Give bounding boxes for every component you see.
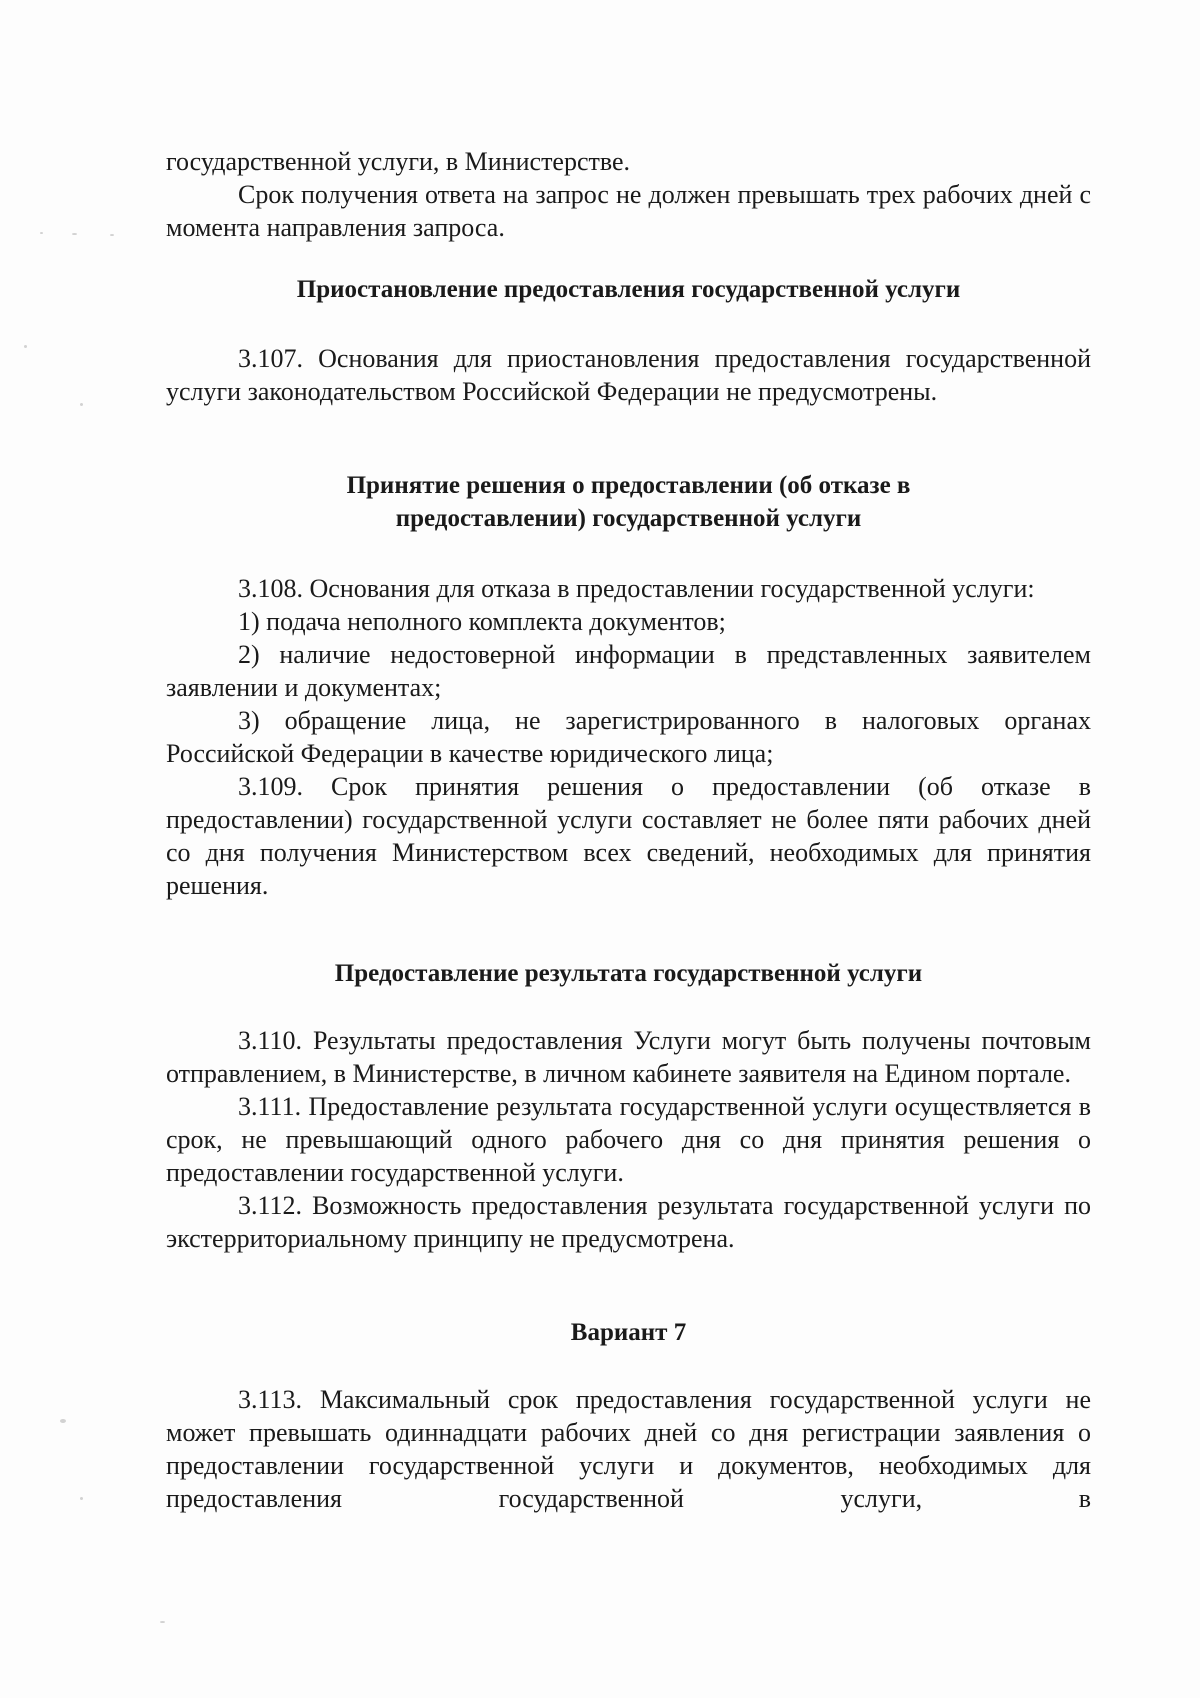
paragraph-3-107: 3.107. Основания для приостановления предоставления государственной услуги законодательством Российской Федерации не предусмотрены.: [166, 344, 1091, 406]
paragraph-3-111: 3.111. Предоставление результата государственной услуги осуществляется в срок, не превышающий одного рабочего дня со дня принятия решения о предоставлении государственной услуги.: [166, 1092, 1091, 1187]
paragraph-3-109: 3.109. Срок принятия решения о предоставлении (об отказе в предоставлении) государственной услуги составляет не более пяти рабочих дней со дня получения Министерством всех сведений, необходимых для принятия решения.: [166, 772, 1091, 900]
scan-speck: [110, 234, 114, 236]
section-heading-suspension: Приостановление предоставления государственной услуги: [296, 276, 961, 303]
paragraph-3-113-block: [166, 1383, 1091, 1515]
paragraph-3-108-block: [166, 572, 1091, 902]
section-heading-decision-line-1: Принятие решения о предоставлении (об отказе в: [346, 472, 911, 499]
paragraph-3-112: 3.112. Возможность предоставления результата государственной услуги по экстерриториальному принципу не предусмотрена.: [166, 1191, 1091, 1253]
scan-speck: [24, 345, 27, 348]
paragraph-3-107-block: [166, 342, 1091, 408]
section-heading-variant-7: Вариант 7: [570, 1319, 687, 1346]
paragraph-3-110: 3.110. Результаты предоставления Услуги могут быть получены почтовым отправлением, в Министерстве, в личном кабинете заявителя на Едином портале.: [166, 1026, 1091, 1088]
result-paragraphs-block: [166, 1024, 1091, 1255]
scan-speck: [40, 232, 43, 234]
list-item-3: 3) обращение лица, не зарегистрированного в налоговых органах Российской Федерации в качестве юридического лица;: [166, 706, 1091, 768]
paragraph-3-108: 3.108. Основания для отказа в предоставлении государственной услуги:: [238, 574, 1035, 603]
section-heading-result: Предоставление результата государственной услуги: [334, 960, 923, 987]
intro-paragraph: Срок получения ответа на запрос не должен превышать трех рабочих дней с момента направления запроса.: [166, 180, 1091, 242]
scan-speck: [80, 403, 83, 406]
intro-line: государственной услуги, в Министерстве.: [166, 147, 631, 176]
scan-speck: [72, 233, 77, 235]
intro-block: [166, 145, 1091, 244]
scan-speck: [60, 1419, 66, 1423]
section-heading-decision-line-2: предоставлении) государственной услуги: [395, 505, 862, 532]
section-heading-decision: [166, 469, 1091, 535]
list-item-2: 2) наличие недостоверной информации в представленных заявителем заявлении и документах;: [166, 640, 1091, 702]
paragraph-3-113: 3.113. Максимальный срок предоставления государственной услуги не может превышать одиннадцати рабочих дней со дня регистрации заявления о предоставлении государственной услуги и документов, необходимых для предоставления государственной услуги, в: [166, 1385, 1091, 1513]
list-item-1: 1) подача неполного комплекта документов;: [238, 607, 726, 636]
scan-speck: [160, 1621, 165, 1623]
scan-speck: [80, 1497, 83, 1500]
